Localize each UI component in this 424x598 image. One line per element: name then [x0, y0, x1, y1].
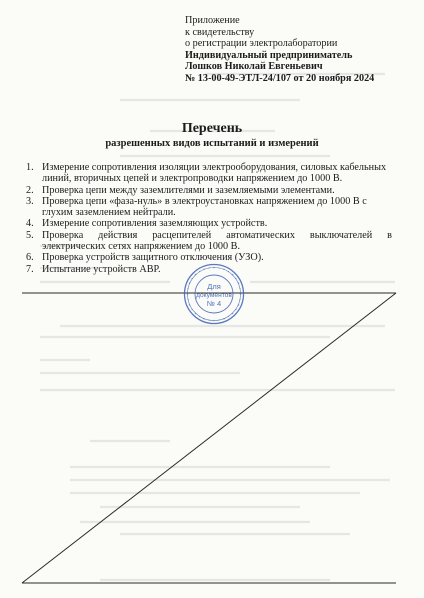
- item-number: 1.: [26, 162, 34, 173]
- attachment-line-4: Индивидуальный предприниматель: [185, 49, 353, 61]
- stamp-center-line-2: документов: [196, 292, 232, 299]
- document-subtitle: разрешенных видов испытаний и измерений: [105, 138, 319, 149]
- document-title: Перечень: [181, 121, 243, 136]
- item-number: 4.: [26, 218, 34, 230]
- item-text: Измерение сопротивления заземляющих устройств.: [42, 218, 268, 230]
- item-text: Испытание устройств АВР.: [42, 263, 161, 275]
- attachment-line-1: Приложение: [185, 15, 240, 26]
- stamp-center-line-3: № 4: [206, 299, 222, 308]
- attachment-line-3: о регистрации электролаборатории: [185, 38, 338, 50]
- item-text: Проверка цепи «фаза-нуль» в электроустановках напряжением до 1000 В с глухим заземлением нейтрали.: [42, 195, 367, 219]
- item-text: Измерение сопротивления изоляции электрооборудования, силовых кабельных линий, вторичных цепей и электропроводки напряжением до 1000 В.: [42, 162, 387, 185]
- attachment-line-6: № 13-00-49-ЭТЛ-24/107 от 20 ноября 2024: [185, 72, 375, 84]
- item-number: 3.: [26, 195, 34, 207]
- attachment-line-2: к свидетельству: [185, 26, 255, 38]
- stamp-center-line-1: Для: [207, 282, 221, 291]
- stamp-seal-icon: [183, 263, 245, 325]
- item-number: 7.: [26, 263, 34, 275]
- attachment-line-5: Лошков Николай Евгеньевич: [185, 61, 323, 73]
- item-text: Проверка действия расцепителей автоматических выключателей в электрических сетях напряжением до 1000 В.: [42, 229, 392, 253]
- official-stamp: [183, 263, 245, 325]
- item-number: 5.: [26, 229, 34, 241]
- item-number: 6.: [26, 252, 34, 264]
- item-number: 2.: [26, 184, 34, 196]
- item-text: Проверка цепи между заземлителями и заземляемыми элементами.: [42, 184, 335, 196]
- item-text: Проверка устройств защитного отключения (УЗО).: [42, 252, 264, 264]
